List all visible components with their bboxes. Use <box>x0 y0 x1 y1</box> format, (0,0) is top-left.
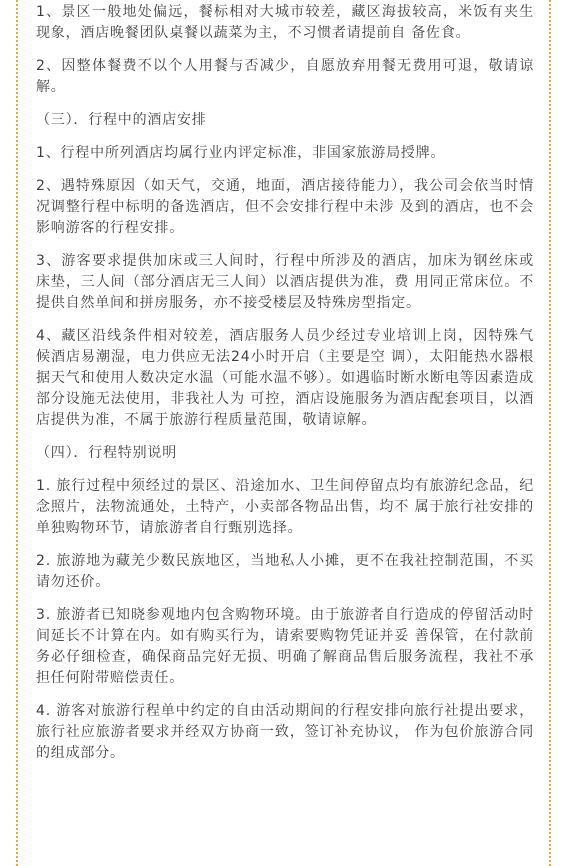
hotel-note-3: 3、游客要求提供加床或三人间时，行程中所涉及的酒店，加床为钢丝床或床垫，三人间（部分酒店无三人间）以酒店提供为准，费 用同正常床位。不提供自然单间和拼房服务，亦不接受楼层及特殊房型指定。 <box>36 253 534 311</box>
catering-note-2: 2、因整体餐费不以个人用餐与否减少，自愿放弃用餐无费用可退，敬请谅解。 <box>36 58 534 95</box>
special-note-4: 4. 游客对旅游行程单中约定的自由活动期间的行程安排向旅行社提出要求，旅行社应旅游者要求并经双方协商一致，签订补充协议， 作为包价旅游合同的组成部分。 <box>36 703 534 761</box>
hotel-note-4: 4、藏区沿线条件相对较差，酒店服务人员少经过专业培训上岗，因特殊气候酒店易潮湿，电力供应无法24小时开启（主要是空 调），太阳能热水器根据天气和使用人数决定水温（可能水温不够）。如遇临时断水断电等因素造成部分设施无法使用，非我社人为 可控，酒店设施服务为酒店配套项目，以酒店提供为准，不属于旅游行程质量范围，敬请谅解。 <box>36 328 534 428</box>
special-note-2: 2. 旅游地为藏羌少数民族地区，当地私人小摊，更不在我社控制范围，不买请勿还价。 <box>36 553 534 590</box>
section-heading-special: （四）．行程特别说明 <box>36 445 177 461</box>
hotel-note-1: 1、行程中所列酒店均属行业内评定标准，非国家旅游局授牌。 <box>36 145 446 161</box>
special-note-1: 1. 旅行过程中须经过的景区、沿途加水、卫生间停留点均有旅游纪念品，纪念照片，法物流通处，土特产，小卖部各物品出售，均不 属于旅行社安排的单独购物环节，请旅游者自行甄别选择。 <box>36 478 534 536</box>
special-note-3: 3. 旅游者已知晓参观地内包含购物环境。由于旅游者自行造成的停留活动时间延长不计算在内。如有购买行为，请索要购物凭证并妥 善保管，在付款前务必仔细检查，确保商品完好无损、明确了解商品售后服务流程，我社不承担任何附带赔偿责任。 <box>36 607 534 686</box>
document-body <box>36 2 534 776</box>
catering-note-1: 1、景区一般地处偏远，餐标相对大城市较差，藏区海拔较高，米饭有夹生现象，酒店晚餐团队桌餐以蔬菜为主，不习惯者请提前自 备佐食。 <box>36 4 534 41</box>
section-heading-hotel: （三）．行程中的酒店安排 <box>36 112 207 128</box>
hotel-note-2: 2、遇特殊原因（如天气，交通，地面，酒店接待能力），我公司会依当时情况调整行程中标明的备选酒店，但不会安排行程中未涉 及到的酒店，也不会影响游客的行程安排。 <box>36 178 534 236</box>
